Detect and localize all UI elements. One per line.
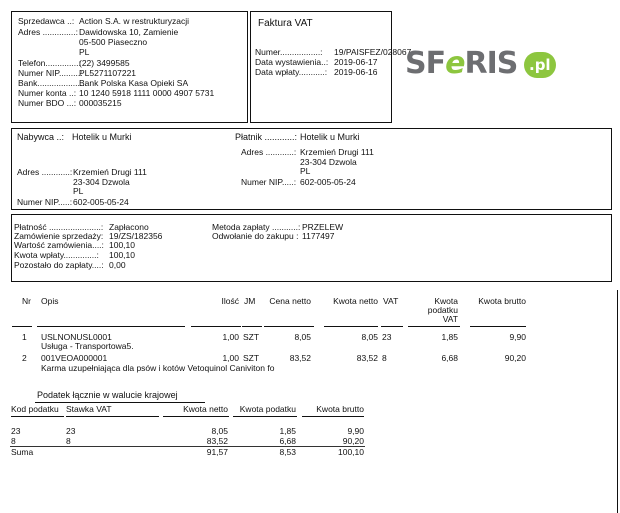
seller-address-line: 05-500 Piaseczno [79,37,148,47]
summary-row-gross: 9,90 [347,426,364,436]
summary-total-gross: 100,10 [338,447,364,457]
col-header-cena: Cena netto [269,296,311,306]
invoice-number: 19/PAISFEZ/028067 [334,47,412,57]
seller-address-line: PL [79,47,90,57]
col-header-kwota-vat: Kwota [434,296,458,306]
payer-nip-label: Numer NIP.....: [241,177,297,187]
summary-header-underline [233,416,297,417]
seller-account-label: Numer konta ..: [18,88,77,98]
seller-label: Sprzedawca ..: [18,16,75,26]
payment-remaining: 0,00 [109,260,126,270]
summary-header-net: Kwota netto [183,404,228,414]
table-row-price: 83,52 [289,353,311,363]
header-underline [381,326,403,327]
seller-name: Action S.A. w restrukturyzacji [79,16,190,26]
invoice-number-label: Numer.................: [255,47,323,57]
payment-status: Zapłacono [109,222,149,232]
summary-total-net: 91,57 [206,447,228,457]
summary-header-underline [11,416,64,417]
payment-order: 19/ZS/182356 [109,231,163,241]
invoice-payment-date: 2019-06-16 [334,67,378,77]
seller-bank: Bank Polska Kasa Opieki SA [79,78,189,88]
payment-method: PRZELEW [302,222,344,232]
invoice-issue-date: 2019-06-17 [334,57,378,67]
col-header-jm: JM [244,296,256,306]
table-row-qty: 1,00 [222,353,239,363]
buyer-name: Hotelik u Murki [72,132,132,142]
payment-order-value-label: Wartość zamówienia....: [14,240,104,250]
seller-bdo-label: Numer BDO ...: [18,98,77,108]
logo-badge-text: .pl [529,56,551,74]
payment-ref: 1177497 [302,231,335,241]
payer-nip: 602-005-05-24 [300,177,356,187]
summary-header-tax: Kwota podatku [239,404,296,414]
col-header-ilosc: Ilość [221,296,239,306]
col-header-kwota-brutto: Kwota brutto [478,296,526,306]
payer-address-line: PL [300,166,311,176]
table-row-net: 83,52 [356,353,378,363]
table-row-tax: 6,68 [441,353,458,363]
payment-remaining-label: Pozostało do zapłaty....: [14,260,104,270]
table-row-code: USLNONUSL0001 [41,332,112,342]
col-header-nr: Nr [22,296,31,306]
invoice-issue-label: Data wystawienia..: [255,57,329,67]
col-header-kwota-netto: Kwota netto [333,296,378,306]
seller-nip: PL5271107221 [79,68,137,78]
payment-paid-label: Kwota wpłaty..............: [14,250,99,260]
header-underline [242,326,262,327]
summary-row-net: 8,05 [211,426,228,436]
summary-row-gross: 90,20 [342,436,364,446]
buyer-label: Nabywca ..: [17,132,65,142]
col-header-kwota-vat: VAT [442,314,458,324]
header-underline [264,326,314,327]
table-row-vat: 23 [382,332,392,342]
payment-paid: 100,10 [109,250,135,260]
table-row-tax: 1,85 [441,332,458,342]
table-row-unit: SZT [243,332,260,342]
summary-total-tax: 8,53 [279,447,296,457]
payment-order-value: 100,10 [109,240,135,250]
summary-title-underline [35,402,205,403]
table-row-nr: 2 [22,353,27,363]
buyer-nip-label: Numer NIP.....: [17,197,73,207]
payment-order-label: Zamówienie sprzedaży: [14,231,104,241]
logo-badge [524,52,556,78]
summary-row-rate: 8 [66,436,71,446]
summary-row-code: 8 [11,436,16,446]
summary-total-label: Suma [11,447,34,457]
logo-text-sf: SF [405,46,446,81]
summary-row-rate: 23 [66,426,76,436]
logo-text-ris: RIS [464,46,518,81]
page-border-right [617,290,618,513]
payer-address-line: 23-304 Dzwola [300,157,357,167]
summary-header-rate: Stawka VAT [66,404,112,414]
table-row-gross: 90,20 [504,353,526,363]
buyer-nip: 602-005-05-24 [73,197,129,207]
summary-header-gross: Kwota brutto [316,404,364,414]
col-header-opis: Opis [41,296,59,306]
payment-status-label: Płatność ......................: [14,222,104,232]
summary-header-underline [302,416,364,417]
invoice-title: Faktura VAT [258,18,313,29]
summary-row-net: 83,52 [206,436,228,446]
summary-row-tax: 1,85 [279,426,296,436]
buyer-address-line: 23-304 Dzwola [73,177,130,187]
seller-address-label: Adres ..............: [18,27,78,37]
buyer-address-label: Adres ............: [17,167,73,177]
buyer-address-line: PL [73,186,84,196]
seller-account: 10 1240 5918 1111 0000 4907 5731 [79,88,215,98]
summary-title: Podatek łącznie w walucie krajowej [37,390,178,400]
table-row-desc: Usługa - Transportowa5. [41,341,134,351]
header-underline [408,326,460,327]
seller-nip-label: Numer NIP.........: [18,68,83,78]
items-table [0,290,620,373]
summary-header-underline [66,416,159,417]
summary-header-underline [163,416,229,417]
seller-phone-label: Telefon..............: [18,58,81,68]
payment-method-label: Metoda zapłaty ...........: [212,222,301,232]
header-underline [191,326,241,327]
header-underline [37,326,185,327]
payer-name: Hotelik u Murki [300,132,360,142]
table-row-gross: 9,90 [509,332,526,342]
header-underline [324,326,378,327]
seller-address-line: Dawidowska 10, Zamienie [79,27,179,37]
sferis-logo [405,46,575,84]
payment-ref-label: Odwołanie do zakupu : [212,231,299,241]
buyer-address-line: Krzemień Drugi 111 [73,167,147,177]
table-row-nr: 1 [22,332,27,342]
seller-phone: (22) 3499585 [79,58,130,68]
logo-text-e: e [445,46,465,81]
table-row-qty: 1,00 [222,332,239,342]
payer-address-line: Krzemień Drugi 111 [300,147,374,157]
seller-bank-label: Bank....................: [18,78,87,88]
summary-row-tax: 6,68 [279,436,296,446]
summary-row-code: 23 [11,426,21,436]
table-row-code: 001VEOA000001 [41,353,108,363]
table-row-desc: Karma uzupełniająca dla psów i kotów Vetoquinol Caniviton fo [41,363,275,373]
table-row-vat: 8 [382,353,387,363]
seller-bdo: 000035215 [79,98,122,108]
payer-label: Płatnik ............: [235,132,298,142]
col-header-kwota-vat: podatku [427,305,458,315]
table-row-price: 8,05 [294,332,311,342]
col-header-vat: VAT [383,296,399,306]
header-underline [12,326,32,327]
table-row-unit: SZT [243,353,260,363]
payer-address-label: Adres ............: [241,147,297,157]
header-underline [470,326,526,327]
summary-header-code: Kod podatku [11,404,59,414]
table-row-net: 8,05 [361,332,378,342]
invoice-payment-label: Data wpłaty...........: [255,67,328,77]
